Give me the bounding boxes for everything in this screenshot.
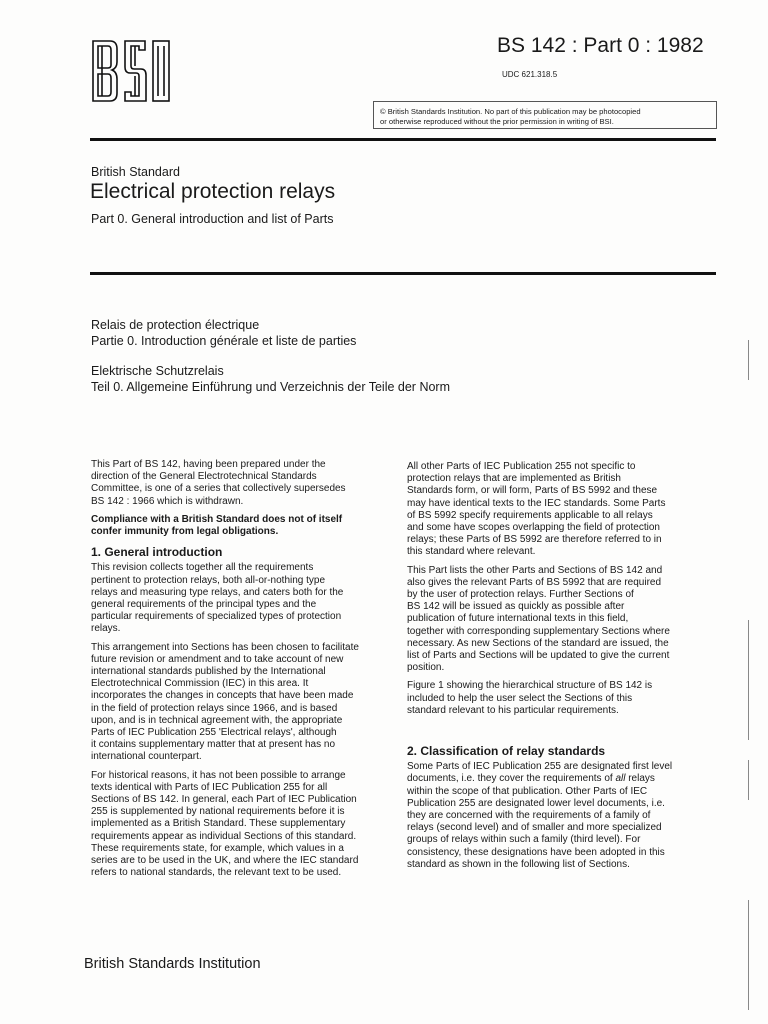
- bsi-logo: [90, 38, 174, 104]
- section-2-text-a: Some Parts of IEC Publication 255 are designated first level documents, i.e. they cover the requirements of: [407, 761, 673, 785]
- right-column: [407, 461, 719, 871]
- standard-number: BS 142 : Part 0 : 1982: [497, 34, 704, 57]
- french-subtitle: Partie 0. Introduction générale et liste de parties: [91, 334, 357, 348]
- scan-mark: [748, 760, 749, 800]
- german-subtitle: Teil 0. Allgemeine Einführung und Verzeichnis der Teile der Norm: [91, 380, 450, 394]
- section-1-heading: 1. General introduction: [91, 545, 223, 560]
- french-title: Relais de protection électrique: [91, 318, 260, 332]
- left-column: [91, 459, 391, 880]
- series-label: British Standard: [91, 165, 180, 179]
- section-1-paragraph-1: This revision collects together all the requirements pertinent to protection relays, both all-or-nothing type relays and measuring type relays, and caters both for the general requirements of the principal types and the particular requirements of specialized types of protection relays.: [91, 562, 344, 635]
- scan-mark: [748, 620, 749, 740]
- copyright-line-1: © British Standards Institution. No part of this publication may be photocopied: [380, 107, 641, 116]
- scan-mark: [748, 900, 749, 1010]
- udc-code: UDC 621.318.5: [502, 70, 558, 79]
- right-paragraph-1: All other Parts of IEC Publication 255 not specific to protection relays that are implemented as British Standards form, or will form, Parts of BS 5992 and these may have identical texts to the IEC standards. Some Parts of BS 5992 specify requirements applicable to all relays and some have scopes overlapping the field of protection relays; these Parts of BS 5992 are therefore referred to in this standard where relevant.: [407, 461, 666, 558]
- copyright-notice: [373, 101, 717, 129]
- intro-paragraph: This Part of BS 142, having been prepared under the direction of the General Electrotechnical Standards Committee, is one of a series that collectively supersedes BS 142 : 1966 which is withdrawn.: [91, 459, 346, 507]
- document-subtitle: Part 0. General introduction and list of Parts: [91, 212, 334, 226]
- document-title: Electrical protection relays: [90, 180, 336, 203]
- compliance-notice: Compliance with a British Standard does not of itself confer immunity from legal obligations.: [91, 513, 343, 538]
- copyright-line-2: or otherwise reproduced without the prior permission in writing of BSI.: [380, 117, 614, 126]
- publisher-footer: British Standards Institution: [84, 956, 261, 972]
- german-title: Elektrische Schutzrelais: [91, 364, 224, 378]
- header-rule: [90, 138, 716, 141]
- title-rule: [90, 272, 716, 275]
- section-1-paragraph-3: For historical reasons, it has not been possible to arrange texts identical with Parts of IEC Publication 255 for all Sections of BS 142. In general, each Part of IEC Publication 255 is supplemented by national requirements before it is implemented as a British Standard. These supplementary requirements appear as individual Sections of this standard. These requirements state, for example, which values in a series are to be used in the UK, and where the IEC standard refers to national standards, the relevant text to be used.: [91, 769, 359, 879]
- section-2-emphasis: all: [615, 773, 626, 785]
- right-paragraph-2: This Part lists the other Parts and Sections of BS 142 and also gives the relevant Parts of BS 5992 that are required by the user of protection relays. Further Sections of BS 142 will be issued as quickly as possible after publication of future international texts in this field, together with corresponding supplementary Sections where necessary. As new Sections of the standard are issued, the list of Parts and Sections will be updated to give the current position.: [407, 564, 670, 674]
- section-2-paragraph: [407, 761, 719, 871]
- section-2-heading: 2. Classification of relay standards: [407, 744, 606, 759]
- section-1-paragraph-2: This arrangement into Sections has been chosen to facilitate future revision or amendment and to take account of new international standards published by the International Electrotechnical Commission (IEC) in this area. It incorporates the changes in concepts that have been made in the field of protection relays since 1966, and is based upon, and is in technical agreement with, the appropriate Parts of IEC Publication 255 'Electrical relays', although it contains supplementary matter that at present has no international counterpart.: [91, 641, 359, 763]
- right-paragraph-3: Figure 1 showing the hierarchical structure of BS 142 is included to help the user select the Sections of this standard relevant to his particular requirements.: [407, 680, 653, 716]
- section-2-text-b: relays within the scope of that publication. Other Parts of IEC Publication 255 are designated lower level documents, i.e. they are concerned with the requirements of a family of relays (second level) and of smaller and more specialized groups of relays within such a family (third level). For consistency, these designations have been adopted in this standard as shown in the following list of Sections.: [407, 773, 665, 870]
- scan-mark: [748, 340, 749, 380]
